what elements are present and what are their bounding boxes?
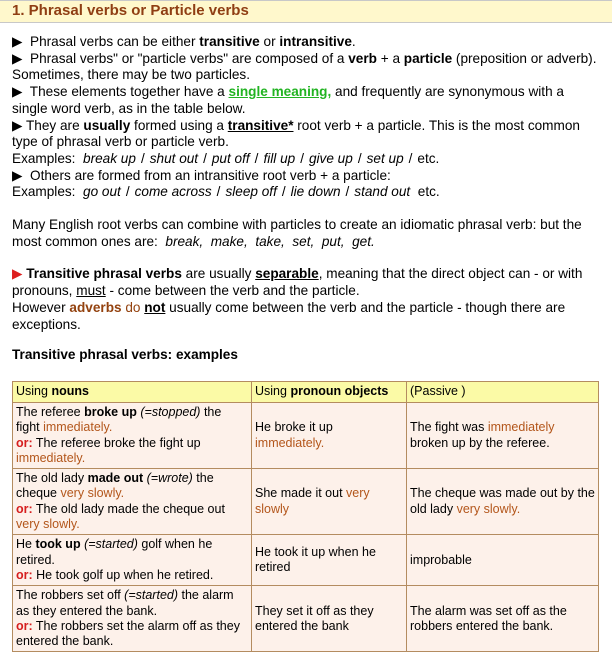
table-row xyxy=(13,469,599,535)
examples-1: Examples: break up / shut out / put off / fill up / give up / set up / etc. xyxy=(12,150,440,166)
table-row xyxy=(13,403,599,469)
cell-passive: The alarm was set off as the robbers entered the bank. xyxy=(407,586,599,652)
transitive-link[interactable]: transitive* xyxy=(227,117,294,133)
single-meaning-link[interactable]: single meaning, xyxy=(228,84,332,100)
header-nouns: Using nouns xyxy=(13,382,252,403)
cell-nouns: The robbers set off (=started) the alarm as they entered the bank. or: The robbers set the alarm off as they entered the bank. xyxy=(13,586,252,652)
common-verbs-paragraph: Many English root verbs can combine with particles to create an idiomatic phrasal verb: but the most common ones are: break, make, take, set, put, get. xyxy=(12,217,582,249)
cell-pronouns: She made it out very slowly xyxy=(252,469,407,535)
separable-link[interactable]: separable xyxy=(255,266,319,282)
adverbs-paragraph: However adverbs do not usually come between the verb and the particle - though there are exceptions. xyxy=(12,299,566,332)
bullet-3: ▶ These elements together have a single meaning, and frequently are synonymous with a single word verb, as in the table below. xyxy=(12,84,564,116)
table-header-row xyxy=(13,382,599,403)
page-title: 1. Phrasal verbs or Particle verbs xyxy=(12,2,249,19)
header-pronouns: Using pronoun objects xyxy=(252,382,407,403)
bullet-2: ▶ Phrasal verbs" or "particle verbs" are composed of a verb + a particle (preposition or adverb). Sometimes, there may be two particles. xyxy=(12,50,597,83)
examples-table xyxy=(12,381,599,652)
header-passive: (Passive ) xyxy=(407,382,599,403)
must-link[interactable]: must xyxy=(76,283,106,299)
cell-nouns: The referee broke up (=stopped) the fight immediately. or: The referee broke the fight up immediately. xyxy=(13,403,252,469)
cell-nouns: The old lady made out (=wrote) the cheque very slowly. or: The old lady made the cheque out very slowly. xyxy=(13,469,252,535)
red-arrow-icon: ▶ xyxy=(12,266,23,282)
cell-pronouns: They set it off as they entered the bank xyxy=(252,586,407,652)
bullet-4: ▶ They are usually formed using a transitive* root verb + a particle. This is the most common type of phrasal verb or particle verb. xyxy=(12,117,580,150)
transitive-paragraph: ▶ Transitive phrasal verbs are usually separable, meaning that the direct object can - or with pronouns, must - come between the verb and the particle. xyxy=(12,266,583,299)
cell-nouns: He took up (=started) golf when he retired. or: He took golf up when he retired. xyxy=(13,535,252,586)
examples-2: Examples: go out / come across / sleep off / lie down / stand out etc. xyxy=(12,184,440,200)
table-row xyxy=(13,535,599,586)
cell-pronouns: He broke it up immediately. xyxy=(252,403,407,469)
section-header xyxy=(0,0,612,23)
bullet-1: ▶ Phrasal verbs can be either transitive or intransitive. xyxy=(12,34,356,49)
main-content xyxy=(12,34,602,364)
cell-passive: improbable xyxy=(407,535,599,586)
bullet-5: ▶ Others are formed from an intransitive root verb + a particle: xyxy=(12,167,391,183)
cell-passive: The fight was immediately broken up by the referee. xyxy=(407,403,599,469)
table-title: Transitive phrasal verbs: examples xyxy=(12,347,238,363)
cell-passive: The cheque was made out by the old lady very slowly. xyxy=(407,469,599,535)
cell-pronouns: He took it up when he retired xyxy=(252,535,407,586)
table-row xyxy=(13,586,599,652)
